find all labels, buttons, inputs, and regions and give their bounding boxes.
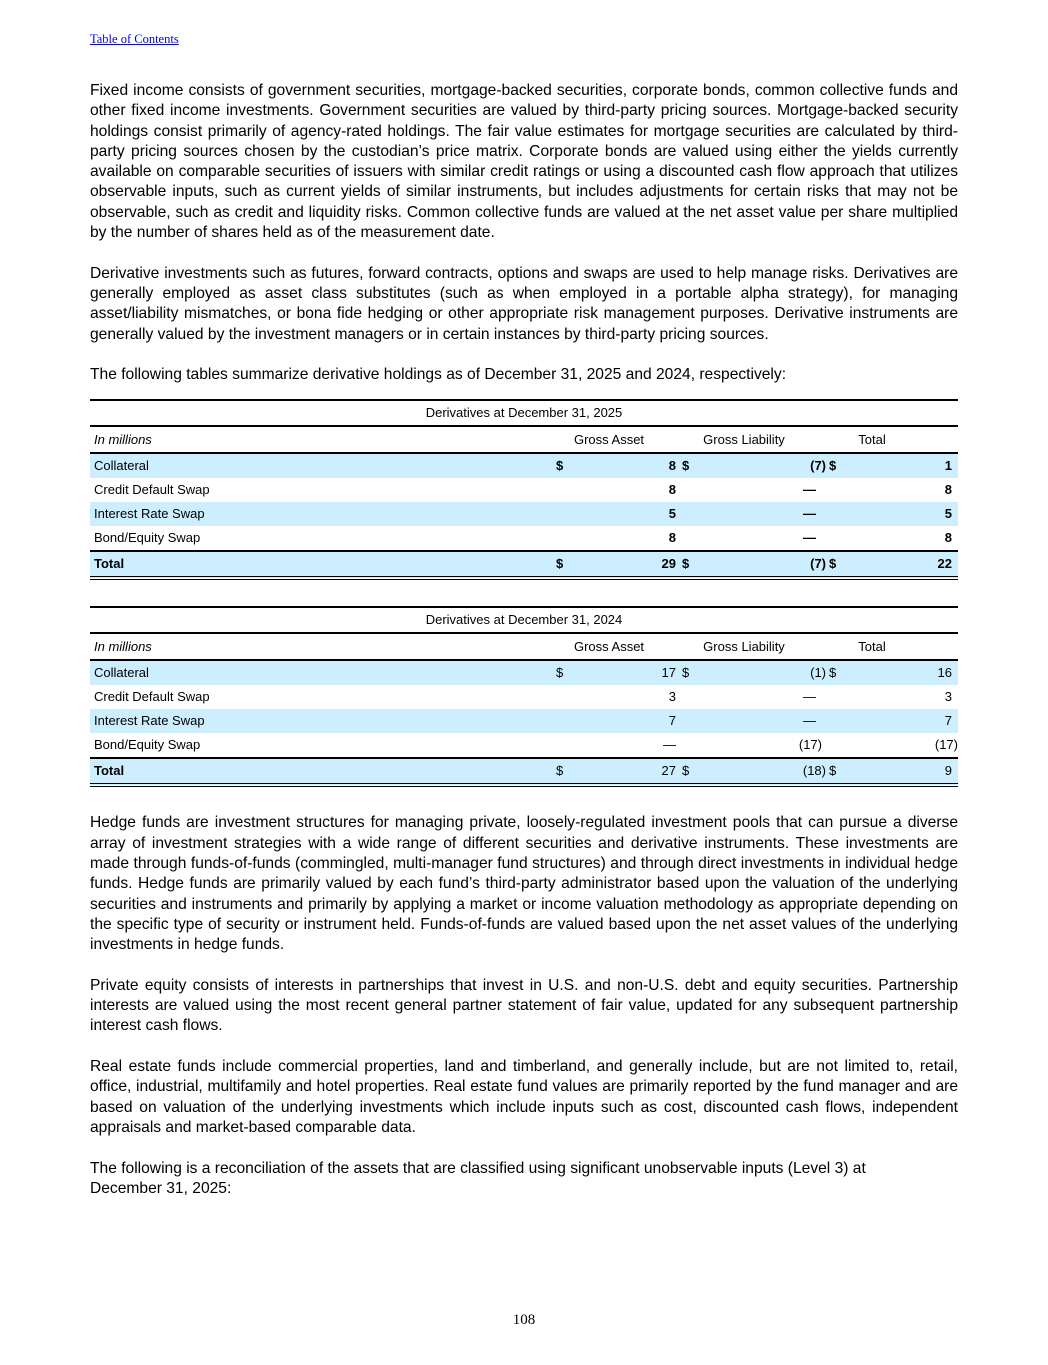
currency-symbol xyxy=(682,502,694,526)
gross-asset-value: — xyxy=(663,737,676,753)
gross-liability-value: — xyxy=(694,709,826,733)
total-label: Total xyxy=(90,758,556,785)
table-spacer xyxy=(90,580,958,606)
table-title-row xyxy=(90,607,958,633)
paragraph-derivatives: Derivative investments such as futures, forward contracts, options and swaps are used to help manage risks. Derivatives are generally employed as asset class substitutes (such as when employed in a portable alpha strategy), for managing asset/liability mismatches, or bona fide hedging or other appropriate risk management purposes. Derivative instruments are generally valued by the investment managers or in certain instances by third-party pricing sources. xyxy=(90,264,958,343)
table-title-row xyxy=(90,400,958,426)
currency-symbol xyxy=(682,526,694,551)
paragraph-reconciliation-intro: The following is a reconciliation of the assets that are classified using significant unobservable inputs (Level 3) at December 31, 2025: xyxy=(90,1159,866,1197)
currency-symbol xyxy=(826,526,838,551)
row-label: Credit Default Swap xyxy=(94,482,210,498)
column-header-gross-asset: Gross Asset xyxy=(556,426,682,453)
row-label: Interest Rate Swap xyxy=(90,709,556,733)
currency-symbol: $ xyxy=(826,551,838,578)
gross-liability-value: — xyxy=(803,689,816,705)
row-label: Interest Rate Swap xyxy=(90,502,556,526)
total-label: Total xyxy=(90,551,556,578)
currency-symbol: $ xyxy=(556,660,568,685)
total-value: 3 xyxy=(944,689,952,705)
currency-symbol xyxy=(682,685,694,709)
total-value: 8 xyxy=(944,482,952,498)
currency-symbol xyxy=(826,685,838,709)
row-label: Collateral xyxy=(90,660,556,685)
gross-liability-value: — xyxy=(803,530,816,546)
currency-symbol xyxy=(556,685,568,709)
currency-symbol: $ xyxy=(826,453,838,478)
row-label: Bond/Equity Swap xyxy=(94,530,201,546)
gross-asset-value: 17 xyxy=(568,660,682,685)
table-row xyxy=(90,502,958,526)
currency-symbol xyxy=(556,733,568,758)
currency-symbol: $ xyxy=(682,660,694,685)
paragraph-private-equity: Private equity consists of interests in partnerships that invest in U.S. and non-U.S. debt and equity securities. Partnership interests are valued using the most recent general partner statement of fair value, updated for any subsequent partnership interest cash flows. xyxy=(90,976,958,1035)
currency-symbol xyxy=(556,709,568,733)
currency-symbol xyxy=(556,526,568,551)
currency-symbol: $ xyxy=(556,758,568,785)
table-row xyxy=(90,709,958,733)
table-row xyxy=(90,478,958,502)
table-header-row xyxy=(90,426,958,453)
table-title: Derivatives at December 31, 2025 xyxy=(90,400,958,426)
gross-asset-value: 5 xyxy=(568,502,682,526)
currency-symbol: $ xyxy=(826,660,838,685)
unit-label: In millions xyxy=(90,426,556,453)
currency-symbol xyxy=(826,733,838,758)
currency-symbol xyxy=(682,709,694,733)
row-label: Collateral xyxy=(90,453,556,478)
gross-asset-value: 8 xyxy=(568,453,682,478)
row-label: Bond/Equity Swap xyxy=(94,737,201,753)
currency-symbol: $ xyxy=(556,551,568,578)
page-content xyxy=(90,81,958,1219)
gross-liability-value: (17) xyxy=(798,737,822,753)
total-value: 5 xyxy=(838,502,958,526)
paragraph-tables-intro: The following tables summarize derivative holdings as of December 31, 2025 and 2024, respectively: xyxy=(90,366,787,384)
column-header-total: Total xyxy=(826,633,958,660)
gross-asset-total: 29 xyxy=(568,551,682,578)
currency-symbol: $ xyxy=(682,551,694,578)
currency-symbol: $ xyxy=(556,453,568,478)
column-header-total: Total xyxy=(826,426,958,453)
table-total-row xyxy=(90,551,958,578)
derivatives-table-2025 xyxy=(90,399,958,580)
currency-symbol xyxy=(682,733,694,758)
currency-symbol xyxy=(826,502,838,526)
table-of-contents-link[interactable]: Table of Contents xyxy=(90,32,179,46)
gross-liability-value: — xyxy=(803,482,816,498)
currency-symbol: $ xyxy=(682,453,694,478)
gross-asset-value: 8 xyxy=(668,482,676,498)
gross-asset-value: 3 xyxy=(668,689,676,705)
column-header-gross-liability: Gross Liability xyxy=(682,633,826,660)
currency-symbol: $ xyxy=(826,758,838,785)
total-value: 1 xyxy=(838,453,958,478)
gross-asset-total: 27 xyxy=(568,758,682,785)
gross-liability-value: (1) xyxy=(694,660,826,685)
currency-symbol xyxy=(556,502,568,526)
total-value: 16 xyxy=(838,660,958,685)
currency-symbol xyxy=(682,478,694,502)
column-header-gross-liability: Gross Liability xyxy=(682,426,826,453)
unit-label: In millions xyxy=(90,633,556,660)
currency-symbol xyxy=(826,709,838,733)
gross-liability-value: (7) xyxy=(694,453,826,478)
grand-total: 22 xyxy=(838,551,958,578)
table-row xyxy=(90,733,958,758)
gross-asset-value: 8 xyxy=(668,530,676,546)
currency-symbol xyxy=(826,478,838,502)
paragraph-fixed-income: Fixed income consists of government securities, mortgage-backed securities, corporate bonds, common collective funds and other fixed income investments. Government securities are valued by third-party pricing sources. Mortgage-backed security holdings consist primarily of agency-rated holdings. The fair value estimates for mortgage securities are calculated by third-party pricing sources chosen by the custodian’s price matrix. Corporate bonds are valued using either the yields currently available on comparable securities of issuers with similar credit ratings or using a discounted cash flow approach that utilizes observable inputs, such as current yields of similar instruments, but includes adjustments for certain risks that may not be observable, such as credit and liquidity risks. Common collective funds are valued at the net asset value per share multiplied by the number of shares held as of the measurement date. xyxy=(90,82,958,242)
table-total-row xyxy=(90,758,958,785)
derivatives-table-2024 xyxy=(90,606,958,787)
gross-asset-value: 7 xyxy=(568,709,682,733)
paragraph-hedge-funds: Hedge funds are investment structures for managing private, loosely-regulated investment pools that can pursue a diverse array of investment strategies with a wide range of different securities and derivative instruments. These investments are made through funds-of-funds (commingled, multi-manager fund structures) and through direct investments in individual hedge funds. Hedge funds are primarily valued by each fund’s third-party administrator based upon the valuation of the underlying securities and instruments and primarily by applying a market or income valuation methodology as appropriate depending on the specific type of security or instrument held. Funds-of-funds are valued based upon the net asset values of the underlying investments in hedge funds. xyxy=(90,814,958,954)
table-row xyxy=(90,685,958,709)
section-spacer xyxy=(90,787,958,813)
gross-liability-value: — xyxy=(694,502,826,526)
row-label: Credit Default Swap xyxy=(94,689,210,705)
currency-symbol xyxy=(556,478,568,502)
currency-symbol: $ xyxy=(682,758,694,785)
table-header-row xyxy=(90,633,958,660)
table-row xyxy=(90,660,958,685)
page-number: 108 xyxy=(512,1312,536,1328)
column-header-gross-asset: Gross Asset xyxy=(556,633,682,660)
table-title: Derivatives at December 31, 2024 xyxy=(90,607,958,633)
total-value: 8 xyxy=(944,530,952,546)
table-row xyxy=(90,526,958,551)
gross-liability-total: (18) xyxy=(694,758,826,785)
table-row xyxy=(90,453,958,478)
total-value: (17) xyxy=(934,737,958,753)
paragraph-real-estate: Real estate funds include commercial properties, land and timberland, and generally include, but are not limited to, retail, office, industrial, multifamily and hotel properties. Real estate fund values are primarily reported by the fund manager and are based on valuation of the underlying investments which include inputs such as cost, discounted cash flows, independent appraisals and market-based comparable data. xyxy=(90,1058,958,1136)
total-value: 7 xyxy=(838,709,958,733)
grand-total: 9 xyxy=(838,758,958,785)
gross-liability-total: (7) xyxy=(694,551,826,578)
